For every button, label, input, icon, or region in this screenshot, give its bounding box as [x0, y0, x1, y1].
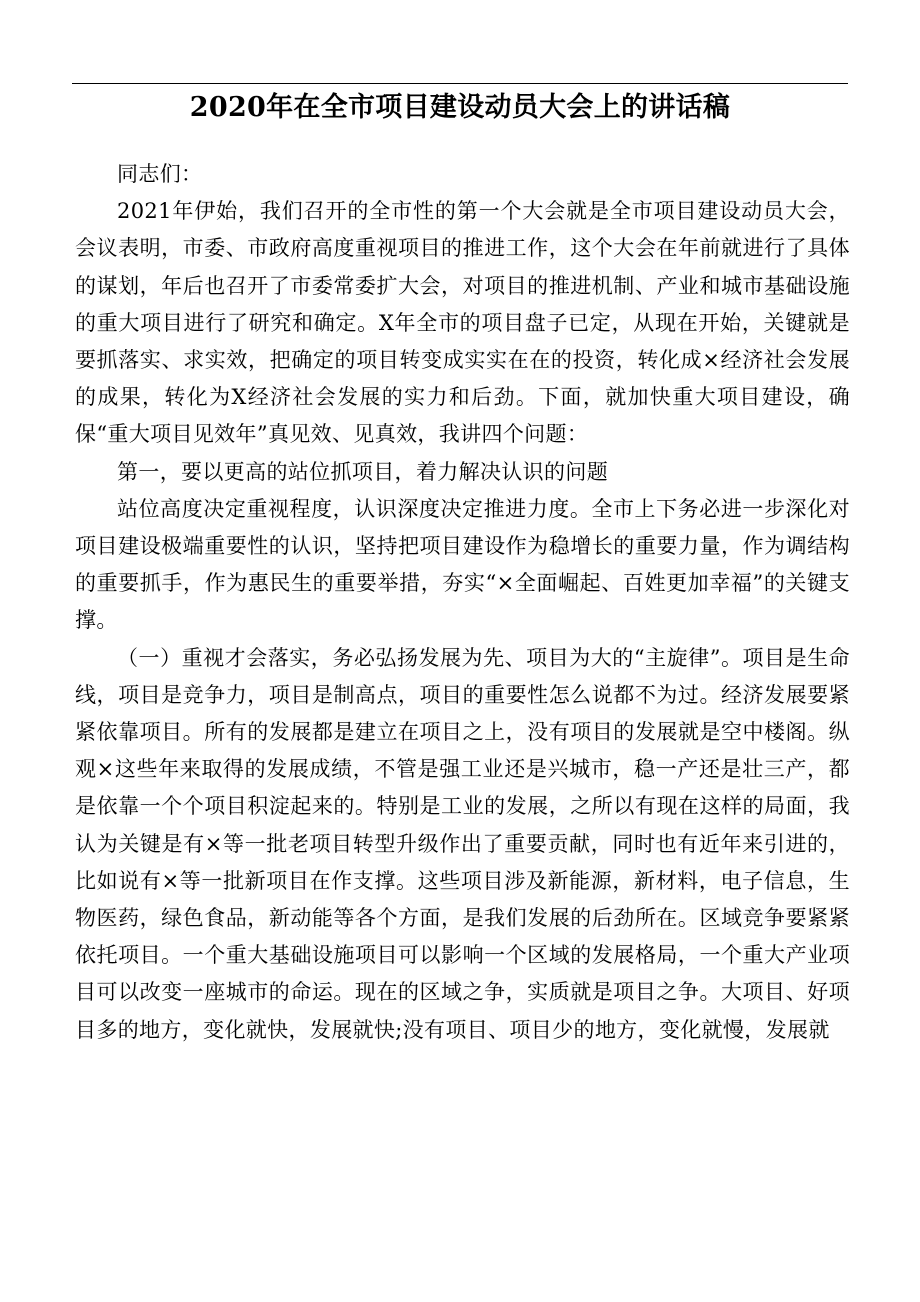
- header-rule: [72, 83, 848, 84]
- subsection-paragraph: （一）重视才会落实，务必弘扬发展为先、项目为大的“主旋律”。项目是生命线，项目是竞争力，项目是制高点，项目的重要性怎么说都不为过。经济发展要紧紧依靠项目。所有的发展都是建立在项目之上，没有项目的发展就是空中楼阁。纵观×这些年来取得的发展成绩，不管是强工业还是兴城市，稳一产还是壮三产，都是依靠一个个项目积淀起来的。特别是工业的发展，之所以有现在这样的局面，我认为关键是有×等一批老项目转型升级作出了重要贡献，同时也有近年来引进的，比如说有×等一批新项目在作支撑。这些项目涉及新能源，新材料，电子信息，生物医药，绿色食品，新动能等各个方面，是我们发展的后劲所在。区域竞争要紧紧依托项目。一个重大基础设施项目可以影响一个区域的发展格局，一个重大产业项目可以改变一座城市的命运。现在的区域之争，实质就是项目之争。大项目、好项目多的地方，变化就快，发展就快;没有项目、项目少的地方，变化就慢，发展就: [75, 645, 850, 1042]
- document-body: [75, 156, 850, 1049]
- salutation-paragraph: 同志们：: [117, 162, 203, 186]
- section-heading: 第一，要以更高的站位抓项目，着力解决认识的问题: [117, 459, 609, 484]
- intro-paragraph: 2021年伊始，我们召开的全市性的第一个大会就是全市项目建设动员大会，会议表明，市委、市政府高度重视项目的推进工作，这个大会在年前就进行了具体的谋划，年后也召开了市委常委扩大会，对项目的推进机制、产业和城市基础设施的重大项目进行了研究和确定。X年全市的项目盘子已定，从现在开始，关键就是要抓落实、求实效，把确定的项目转变成实实在在的投资，转化成×经济社会发展的成果，转化为X经济社会发展的实力和后劲。下面，就加快重大项目建设，确保“重大项目见效年”真见效、见真效，我讲四个问题：: [75, 199, 850, 447]
- document-title: 2020年在全市项目建设动员大会上的讲话稿: [189, 92, 731, 123]
- body-paragraph: 站位高度决定重视程度，认识深度决定推进力度。全市上下务必进一步深化对项目建设极端重要性的认识，坚持把项目建设作为稳增长的重要力量，作为调结构的重要抓手，作为惠民生的重要举措，夯实“×全面崛起、百姓更加幸福”的关键支撑。: [75, 496, 850, 633]
